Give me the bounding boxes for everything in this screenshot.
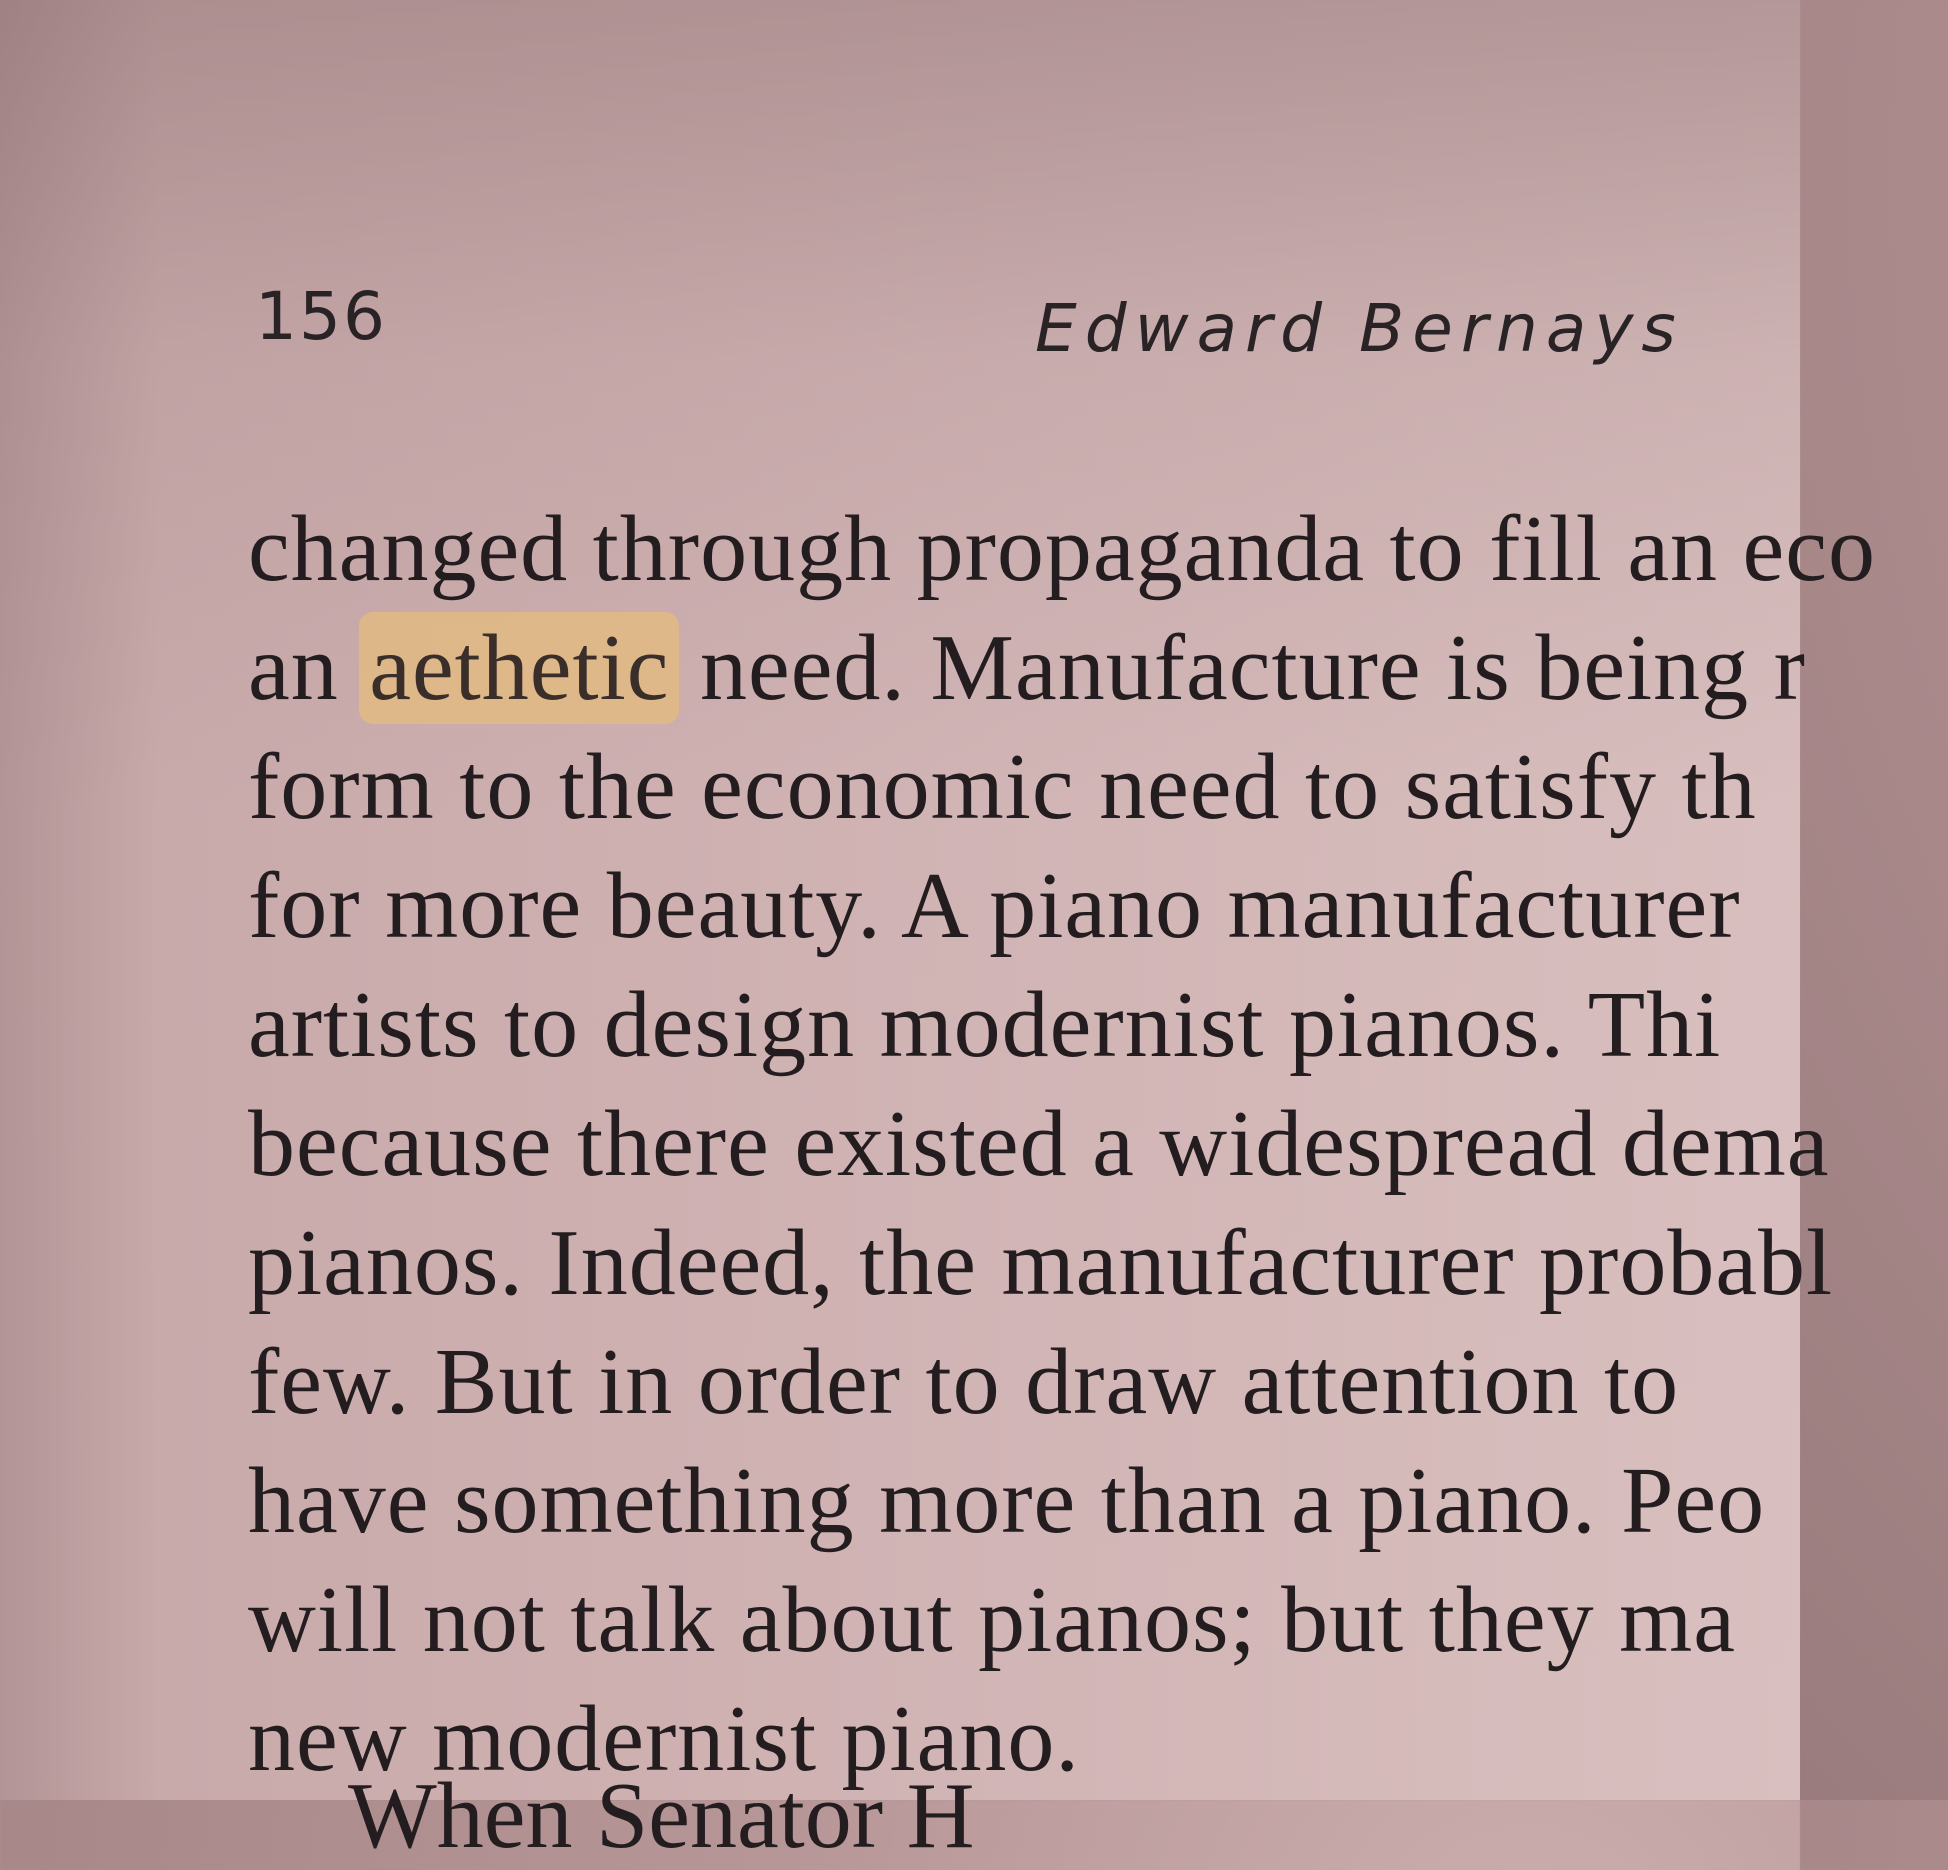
page-number: 156 <box>255 278 387 355</box>
text-line-11: new modernist piano. <box>248 1687 1080 1791</box>
text-line-9: have something more than a piano. Peo <box>248 1449 1766 1553</box>
text-line-10: will not talk about pianos; but they ma <box>248 1568 1736 1672</box>
text-line-4: for more beauty. A piano manufacturer <box>248 854 1741 958</box>
text-line-6: because there existed a widespread dema <box>248 1092 1830 1196</box>
text-line-1: changed through propaganda to fill an eco <box>248 497 1876 601</box>
text-line-2 <box>248 609 1948 728</box>
text-line-5: artists to design modernist pianos. Thi <box>248 973 1722 1077</box>
text-line-8: few. But in order to draw attention to <box>248 1330 1680 1434</box>
text-line-3: form to the economic need to satisfy th <box>248 735 1757 839</box>
page-shadow <box>0 0 160 1800</box>
line-2-rest: need. Manufacture is being r <box>699 616 1806 720</box>
running-head: Edward Bernays <box>1035 290 1684 367</box>
highlighted-word: aethetic <box>359 612 679 724</box>
line-2-prefix: an <box>248 616 339 720</box>
cut-off-line: When Senator H <box>348 1764 975 1868</box>
body-text <box>248 490 1948 1799</box>
text-line-7: pianos. Indeed, the manufacturer probabl <box>248 1211 1834 1315</box>
